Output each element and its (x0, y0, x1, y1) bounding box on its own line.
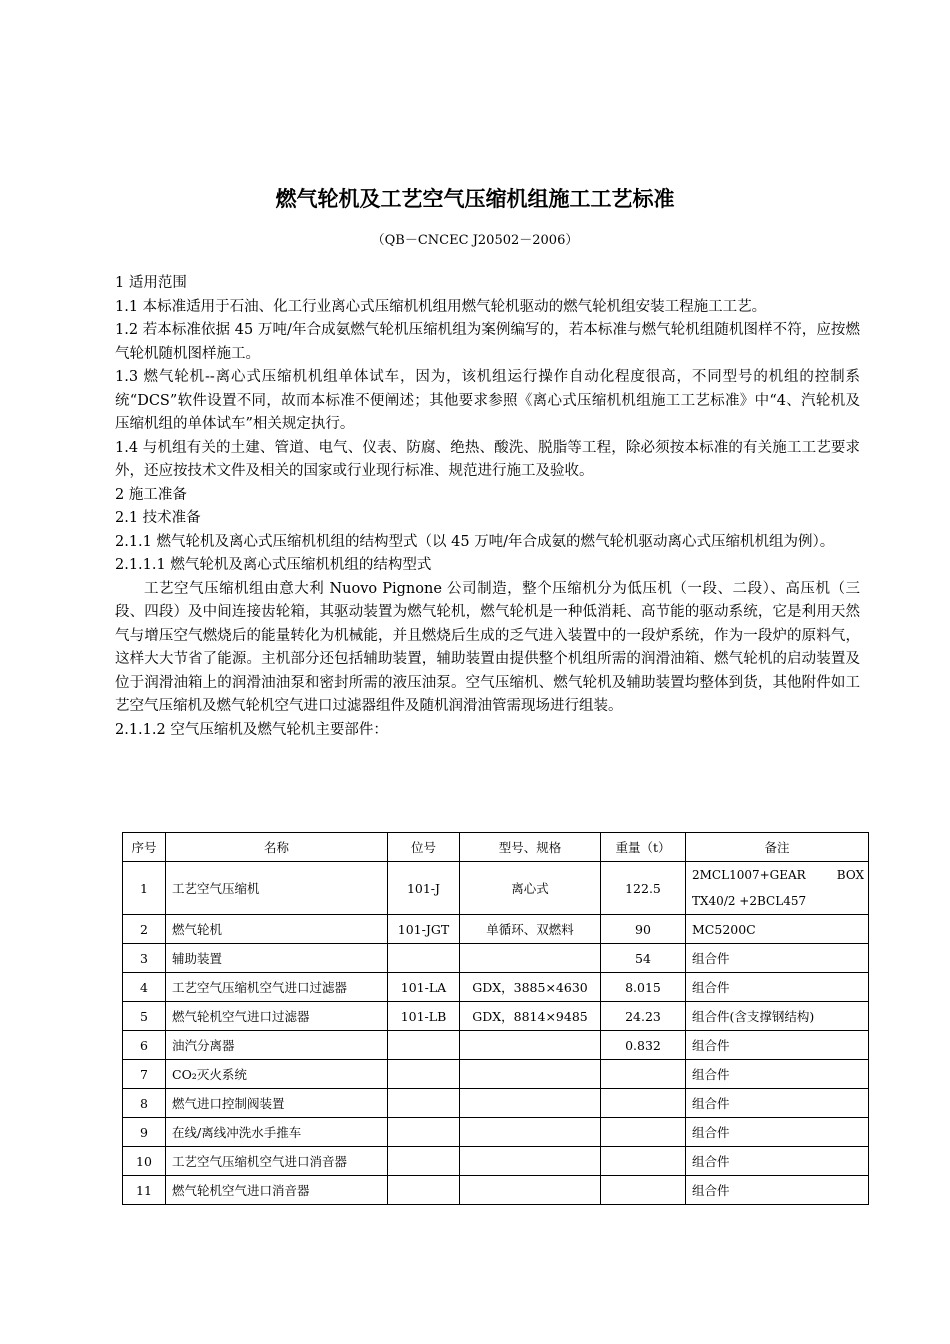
cell-no: 3 (123, 944, 166, 973)
cell-weight (601, 1147, 686, 1176)
document-title: 燃气轮机及工艺空气压缩机组施工工艺标准 (275, 187, 675, 211)
cell-weight (601, 1118, 686, 1147)
paragraph: 工艺空气压缩机组由意大利 Nuovo Pignone 公司制造，整个压缩机分为低压机（一段、二段）、高压机（三段、四段）及中间连接齿轮箱，其驱动装置为燃气轮机，燃气轮机是一种低消耗、高节能的驱动系统，它是利用天然气与增压空气燃烧后的能量转化为机械能，并且燃烧后生成的乏气进入装置中的一段炉系统，作为一段炉的原料气，这样大大节省了能源。主机部分还包括辅助装置，辅助装置由提供整个机组所需的润滑油箱、燃气轮机的启动装置及位于润滑油箱上的润滑油油泵和密封所需的液压油泵。空气压缩机、燃气轮机及辅助装置均整体到货，其他附件如工艺空气压缩机及燃气轮机空气进口过滤器组件及随机润滑油管需现场进行组装。 (115, 580, 860, 714)
cell-name: 工艺空气压缩机空气进口消音器 (166, 1147, 388, 1176)
cell-note: 组合件 (686, 1089, 869, 1118)
table-row (123, 973, 869, 1002)
note-part: 2MCL1007+GEAR (692, 868, 806, 882)
cell-no: 8 (123, 1089, 166, 1118)
table-row (123, 1118, 869, 1147)
col-header-no: 序号 (123, 833, 166, 862)
table-row (123, 1147, 869, 1176)
table-row (123, 1089, 869, 1118)
table-row (123, 1176, 869, 1205)
section-heading: 1 适用范围 (115, 275, 187, 291)
standard-code: （QB－CNCEC J20502－2006） (371, 233, 579, 248)
cell-weight: 8.015 (601, 973, 686, 1002)
cell-model (460, 1031, 601, 1060)
col-header-weight: 重量（t） (601, 833, 686, 862)
note-part: BOX (836, 868, 864, 882)
cell-tag (388, 944, 460, 973)
cell-no: 2 (123, 915, 166, 944)
cell-model: GDX，8814×9485 (460, 1002, 601, 1031)
cell-name: 油汽分离器 (166, 1031, 388, 1060)
cell-name: 燃气进口控制阀装置 (166, 1089, 388, 1118)
table-row (123, 1031, 869, 1060)
cell-note: 组合件 (686, 973, 869, 1002)
cell-model: 单循环、双燃料 (460, 915, 601, 944)
subsection-heading: 2.1.1.2 空气压缩机及燃气轮机主要部件： (115, 721, 388, 738)
table-row (123, 1002, 869, 1031)
cell-name: 工艺空气压缩机 (166, 862, 388, 915)
cell-name: 工艺空气压缩机空气进口过滤器 (166, 973, 388, 1002)
cell-note: 组合件 (686, 1031, 869, 1060)
cell-model (460, 1118, 601, 1147)
cell-tag (388, 1089, 460, 1118)
cell-model (460, 1089, 601, 1118)
table-row (123, 944, 869, 973)
cell-weight (601, 1176, 686, 1205)
cell-no: 1 (123, 862, 166, 915)
section-heading: 2 施工准备 (115, 486, 187, 503)
cell-tag: 101-J (388, 862, 460, 915)
cell-weight: 0.832 (601, 1031, 686, 1060)
cell-model (460, 1147, 601, 1176)
cell-note: 组合件 (686, 1060, 869, 1089)
cell-note: 组合件 (686, 1118, 869, 1147)
cell-tag (388, 1031, 460, 1060)
col-header-note: 备注 (686, 833, 869, 862)
subsection-heading: 2.1 技术准备 (115, 510, 201, 526)
components-table (122, 832, 869, 1205)
cell-model: 离心式 (460, 862, 601, 915)
cell-no: 5 (123, 1002, 166, 1031)
paragraph: 2.1.1 燃气轮机及离心式压缩机机组的结构型式（以 45 万吨/年合成氨的燃气轮机驱动离心式压缩机机组为例）。 (115, 533, 835, 550)
cell-note: 组合件 (686, 944, 869, 973)
cell-name: 在线/离线冲洗水手推车 (166, 1118, 388, 1147)
cell-note: 组合件 (686, 1147, 869, 1176)
col-header-tag: 位号 (388, 833, 460, 862)
cell-weight: 90 (601, 915, 686, 944)
cell-no: 7 (123, 1060, 166, 1089)
table-row (123, 1060, 869, 1089)
cell-name: CO₂灭火系统 (166, 1060, 388, 1089)
cell-name: 燃气轮机空气进口消音器 (166, 1176, 388, 1205)
cell-no: 4 (123, 973, 166, 1002)
cell-note: MC5200C (686, 915, 869, 944)
paragraph: 1.1 本标准适用于石油、化工行业离心式压缩机机组用燃气轮机驱动的燃气轮机组安装工程施工工艺。 (115, 298, 767, 315)
cell-no: 11 (123, 1176, 166, 1205)
cell-tag (388, 1118, 460, 1147)
cell-tag: 101-LB (388, 1002, 460, 1031)
note-line: TX40/2 +2BCL457 (692, 894, 807, 908)
paragraph: 1.2 若本标准依据 45 万吨/年合成氨燃气轮机压缩机组为案例编写的，若本标准与燃气轮机组随机图样不符，应按燃气轮机随机图样施工。 (115, 322, 860, 362)
cell-model (460, 1176, 601, 1205)
cell-no: 10 (123, 1147, 166, 1176)
cell-name: 燃气轮机空气进口过滤器 (166, 1002, 388, 1031)
table-row (123, 862, 869, 915)
table-row (123, 915, 869, 944)
cell-tag (388, 1176, 460, 1205)
subsection-heading: 2.1.1.1 燃气轮机及离心式压缩机机组的结构型式 (115, 557, 432, 573)
cell-tag: 101-JGT (388, 915, 460, 944)
cell-weight: 54 (601, 944, 686, 973)
cell-model (460, 944, 601, 973)
cell-model: GDX，3885×4630 (460, 973, 601, 1002)
document-body (115, 272, 860, 742)
cell-name: 辅助装置 (166, 944, 388, 973)
note-line (692, 862, 864, 888)
cell-tag: 101-LA (388, 973, 460, 1002)
cell-weight: 24.23 (601, 1002, 686, 1031)
cell-weight (601, 1060, 686, 1089)
col-header-name: 名称 (166, 833, 388, 862)
cell-weight: 122.5 (601, 862, 686, 915)
cell-no: 9 (123, 1118, 166, 1147)
paragraph: 1.3 燃气轮机--离心式压缩机机组单体试车，因为，该机组运行操作自动化程度很高，不同型号的机组的控制系统“DCS”软件设置不同，故而本标准不便阐述；其他要求参照《离心式压缩机机组施工工艺标准》中“4、汽轮机及压缩机组的单体试车”相关规定执行。 (115, 369, 860, 432)
cell-note: 组合件 (686, 1176, 869, 1205)
cell-note (686, 862, 869, 915)
table-header-row (123, 833, 869, 862)
col-header-model: 型号、规格 (460, 833, 601, 862)
cell-no: 6 (123, 1031, 166, 1060)
cell-tag (388, 1060, 460, 1089)
cell-weight (601, 1089, 686, 1118)
cell-name: 燃气轮机 (166, 915, 388, 944)
cell-tag (388, 1147, 460, 1176)
cell-model (460, 1060, 601, 1089)
cell-note: 组合件(含支撑钢结构) (686, 1002, 869, 1031)
paragraph: 1.4 与机组有关的土建、管道、电气、仪表、防腐、绝热、酸洗、脱脂等工程，除必须按本标准的有关施工工艺要求外，还应按技术文件及相关的国家或行业现行标准、规范进行施工及验收。 (115, 439, 860, 479)
